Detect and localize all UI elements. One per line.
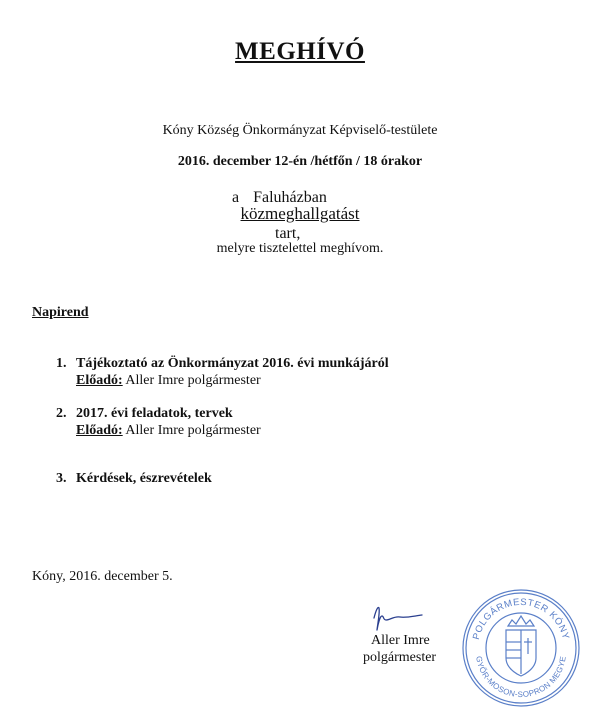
document-title: MEGHÍVÓ [235, 38, 365, 65]
event-name: közmeghallgatást [240, 204, 360, 223]
place-and-date: Kóny, 2016. december 5. [32, 569, 173, 584]
agenda-item-title: 2017. évi feladatok, tervek [76, 406, 233, 421]
verb-line: tart, [275, 225, 301, 242]
presenter-label: Előadó: [76, 373, 123, 388]
place-prefix: a [232, 189, 240, 206]
invitation-line: melyre tisztelettel meghívom. [216, 241, 384, 256]
presenter-name: Aller Imre polgármester [125, 373, 261, 388]
signatory-name: Aller Imre [371, 633, 430, 648]
agenda-item-title: Tájékoztató az Önkormányzat 2016. évi munkájáról [76, 356, 389, 371]
date-line: 2016. december 12-én /hétfőn / 18 órakor [177, 154, 423, 169]
organizer-line: Kóny Község Önkormányzat Képviselő-testülete [162, 123, 438, 138]
seal-top-text: POLGÁRMESTER KÓNY [470, 596, 572, 641]
agenda-item-number: 2. [56, 406, 67, 421]
official-seal [458, 586, 584, 714]
agenda-item [56, 405, 261, 439]
place-name: Faluházban [253, 189, 327, 206]
agenda-item-number: 3. [56, 471, 67, 486]
agenda-item-title: Kérdések, észrevételek [76, 471, 212, 486]
agenda-item [56, 470, 212, 487]
presenter-label: Előadó: [76, 423, 123, 438]
agenda-heading: Napirend [32, 305, 89, 320]
signatory-role: polgármester [363, 650, 437, 665]
agenda-item-number: 1. [56, 356, 67, 371]
agenda-item [56, 355, 389, 389]
seal-bottom-text: GYŐR-MOSON-SOPRON MEGYE [474, 655, 568, 700]
presenter-name: Aller Imre polgármester [125, 423, 261, 438]
